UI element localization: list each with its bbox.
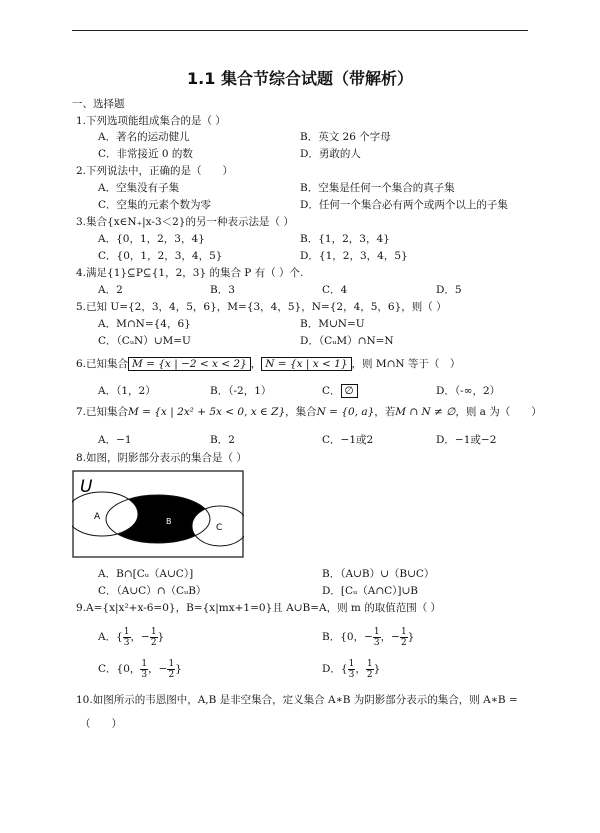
q6-set-m: M = {x | −2 < x < 2} bbox=[128, 357, 251, 371]
venn-diagram bbox=[72, 470, 244, 558]
q4-option-b: B．3 bbox=[210, 284, 235, 296]
q5-option-b: B．M∪N=U bbox=[300, 318, 365, 330]
q5-option-d: D．（CᵤM）∩N=N bbox=[300, 335, 394, 347]
q3-option-c: C．{0，1，2，3，4，5} bbox=[98, 250, 223, 262]
page-title: 1.1 集合节综合试题（带解析） bbox=[187, 69, 413, 88]
q6-option-c bbox=[322, 384, 358, 398]
q6-post: ，则 M∩N 等于（ ） bbox=[351, 358, 461, 370]
q7-stem bbox=[76, 405, 542, 419]
q1-stem: 1.下列选项能组成集合的是（ ） bbox=[76, 115, 226, 127]
q7-post: ，则 a 为（ ） bbox=[455, 406, 542, 418]
q8-option-b: B．（A∪B）∪（B∪C） bbox=[322, 568, 435, 580]
q8-option-a: A．B∩[Cᵤ（A∪C）] bbox=[98, 568, 194, 580]
q6-empty-set-box: ∅ bbox=[341, 384, 358, 398]
q2-option-c: C．空集的元素个数为零 bbox=[98, 199, 212, 211]
q4-stem: 4.满足{1}⊆P⊆{1，2，3} 的集合 P 有（ ）个. bbox=[76, 267, 304, 279]
q7-pre: 7.已知集合 bbox=[76, 406, 129, 418]
q7-mid2: ，若 bbox=[374, 406, 396, 418]
q8-option-c: C．（A∪C）∩（CᵤB） bbox=[98, 585, 207, 597]
q5-stem: 5.已知 U={2，3，4，5，6}，M={3，4，5}，N={2，4，5，6}，则（ ） bbox=[76, 301, 447, 313]
q7-condition: M ∩ N ≠ ∅ bbox=[395, 406, 456, 418]
q3-option-a: A．{0，1，2，3，4} bbox=[98, 233, 205, 245]
venn-label-c: C bbox=[216, 523, 223, 533]
q9-option-b-label: B．{0， bbox=[322, 631, 365, 643]
q4-option-a: A．2 bbox=[98, 284, 123, 296]
q6-set-n: N = {x | x < 1} bbox=[261, 357, 351, 371]
q2-option-b: B．空集是任何一个集合的真子集 bbox=[300, 182, 455, 194]
q3-option-d: D．{1，2，3，4，5} bbox=[300, 250, 408, 262]
q1-option-a: A．著名的运动健儿 bbox=[98, 131, 190, 143]
q5-option-a: A．M∩N={4，6} bbox=[98, 318, 191, 330]
q9-option-a-label: A．{ bbox=[98, 631, 123, 643]
q2-option-a: A．空集没有子集 bbox=[98, 182, 180, 194]
fraction: $\frac{1}{3}$ bbox=[373, 626, 380, 648]
q4-option-c: C．4 bbox=[322, 284, 348, 296]
q6-sep: ， bbox=[250, 358, 262, 370]
venn-label-b: B bbox=[166, 517, 172, 526]
q2-option-d: D．任何一个集合必有两个或两个以上的子集 bbox=[300, 199, 508, 211]
q10-stem: 10.如图所示的韦恩图中，A,B 是非空集合，定义集合 A∗B 为阴影部分表示的集合，则 A∗B = bbox=[76, 694, 518, 706]
q1-option-c: C．非常接近 0 的数 bbox=[98, 148, 193, 160]
q9-stem: 9.A={x|x²+x-6=0}，B={x|mx+1=0}且 A∪B=A，则 m 的取值范围（ ） bbox=[76, 602, 442, 614]
fraction: $\frac{1}{3}$ bbox=[123, 626, 130, 648]
q9-option-c-label: C．{0， bbox=[98, 663, 141, 675]
q9-option-d: D．{ $\frac{1}{3}$ ， $\frac{1}{2}$ } bbox=[322, 658, 381, 680]
fraction: $\frac{1}{2}$ bbox=[150, 626, 157, 648]
q5-option-c: C．（CᵤN）∪M=U bbox=[98, 335, 191, 347]
fraction: $\frac{1}{2}$ bbox=[366, 658, 373, 680]
fraction: $\frac{1}{3}$ bbox=[141, 658, 148, 680]
fraction: $\frac{1}{3}$ bbox=[348, 658, 355, 680]
q9-option-b: B．{0，− $\frac{1}{3}$ ，− $\frac{1}{2}$ } bbox=[322, 626, 415, 648]
q9-option-a: A．{ $\frac{1}{3}$ ，− $\frac{1}{2}$ } bbox=[98, 626, 165, 648]
fraction: $\frac{1}{2}$ bbox=[400, 626, 407, 648]
header-rule bbox=[72, 30, 528, 31]
q7-option-d: D．−1或−2 bbox=[436, 434, 497, 446]
q3-option-b: B．{1，2，3，4} bbox=[300, 233, 390, 245]
fraction: $\frac{1}{2}$ bbox=[168, 658, 175, 680]
q7-mid: ，集合 bbox=[285, 406, 317, 418]
q6-option-b: B．（-2，1） bbox=[210, 385, 272, 397]
q6-option-c-label: C． bbox=[322, 385, 341, 397]
q9-option-c: C．{0， $\frac{1}{3}$ ，− $\frac{1}{2}$ } bbox=[98, 658, 182, 680]
q6-stem bbox=[76, 355, 460, 373]
q7-option-c: C．−1或2 bbox=[322, 434, 374, 446]
venn-label-a: A bbox=[94, 512, 101, 522]
q9-option-d-label: D．{ bbox=[322, 663, 348, 675]
q6-option-a: A．（1，2） bbox=[98, 385, 156, 397]
q1-option-d: D．勇敢的人 bbox=[300, 148, 361, 160]
q7-option-a: A．−1 bbox=[98, 434, 132, 446]
q2-stem: 2.下列说法中，正确的是（ ） bbox=[76, 165, 234, 177]
section-heading: 一、选择题 bbox=[72, 98, 125, 110]
q8-option-d: D．[Cᵤ（A∩C）]∪B bbox=[322, 585, 419, 597]
q7-set-m: M = {x | 2x² + 5x < 0, x ∈ Z} bbox=[128, 406, 286, 418]
venn-label-u: U bbox=[80, 477, 93, 497]
q7-set-n: N = {0, a} bbox=[316, 406, 375, 418]
q7-option-b: B．2 bbox=[210, 434, 235, 446]
q10-answer-paren: （ ） bbox=[80, 718, 122, 730]
q6-pre: 6.已知集合 bbox=[76, 358, 129, 370]
q3-stem: 3.集合{x∈N₊|x-3＜2}的另一种表示法是（ ） bbox=[76, 216, 294, 228]
q4-option-d: D．5 bbox=[436, 284, 462, 296]
q1-option-b: B．英文 26 个字母 bbox=[300, 131, 391, 143]
q8-stem: 8.如图，阴影部分表示的集合是（ ） bbox=[76, 452, 247, 464]
q6-option-d: D．（-∞，2） bbox=[436, 385, 501, 397]
